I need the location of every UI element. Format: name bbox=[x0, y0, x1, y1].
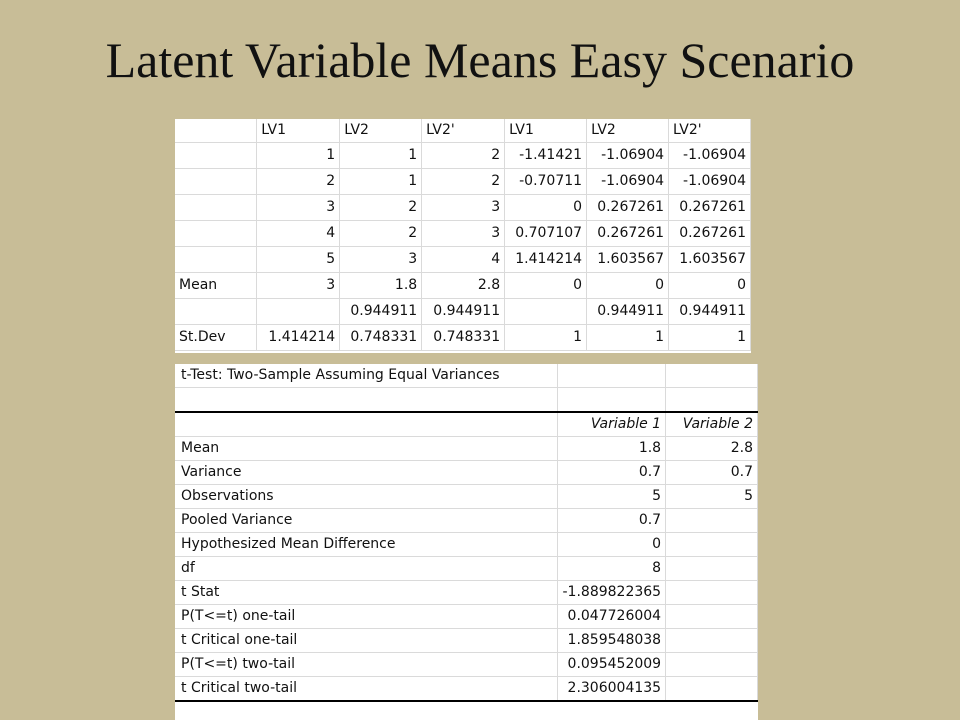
table-row bbox=[175, 325, 751, 351]
table-cell: 0 bbox=[505, 273, 587, 299]
table-cell: 1.603567 bbox=[587, 247, 669, 273]
row-label: Observations bbox=[175, 485, 558, 509]
table-cell bbox=[666, 629, 758, 653]
table-cell: -0.70711 bbox=[505, 169, 587, 195]
table-cell: 1 bbox=[257, 143, 340, 169]
table-cell bbox=[505, 299, 587, 325]
row-label bbox=[175, 195, 257, 221]
table-cell: 2.306004135 bbox=[558, 677, 666, 702]
column-header: LV1 bbox=[257, 119, 340, 143]
ttest-table-sheet bbox=[175, 364, 758, 720]
table-row bbox=[175, 581, 758, 605]
table-cell: 0.748331 bbox=[422, 325, 505, 351]
table-cell: -1.06904 bbox=[669, 169, 751, 195]
table-cell bbox=[666, 533, 758, 557]
empty-cell bbox=[558, 364, 666, 388]
table-cell bbox=[257, 299, 340, 325]
table-row bbox=[175, 143, 751, 169]
table-cell: 0 bbox=[558, 533, 666, 557]
table-cell bbox=[666, 677, 758, 702]
table-row bbox=[175, 533, 758, 557]
row-label: St.Dev bbox=[175, 325, 257, 351]
table-cell: 0 bbox=[669, 273, 751, 299]
table-cell: 1.414214 bbox=[505, 247, 587, 273]
table-cell: 5 bbox=[558, 485, 666, 509]
table-row bbox=[175, 273, 751, 299]
row-label bbox=[175, 169, 257, 195]
table-cell: 1 bbox=[340, 169, 422, 195]
empty-cell bbox=[558, 388, 666, 413]
table-cell: 3 bbox=[422, 221, 505, 247]
table-row bbox=[175, 653, 758, 677]
table-cell: -1.06904 bbox=[587, 169, 669, 195]
table-cell: 3 bbox=[257, 273, 340, 299]
table-cell bbox=[666, 581, 758, 605]
table-cell: 0.7 bbox=[666, 461, 758, 485]
table-row bbox=[175, 247, 751, 273]
table-cell: 0.267261 bbox=[669, 221, 751, 247]
table-cell: 0.7 bbox=[558, 509, 666, 533]
table-cell: 0.944911 bbox=[587, 299, 669, 325]
data-table-sheet bbox=[175, 119, 751, 353]
row-label bbox=[175, 143, 257, 169]
table-cell: 0.047726004 bbox=[558, 605, 666, 629]
row-label: Variance bbox=[175, 461, 558, 485]
column-header: LV2 bbox=[587, 119, 669, 143]
table-cell: -1.889822365 bbox=[558, 581, 666, 605]
table-row bbox=[175, 485, 758, 509]
row-label: Mean bbox=[175, 273, 257, 299]
table-cell bbox=[666, 509, 758, 533]
table-row bbox=[175, 509, 758, 533]
table-cell: 2 bbox=[257, 169, 340, 195]
row-label: Hypothesized Mean Difference bbox=[175, 533, 558, 557]
table-cell: 1 bbox=[505, 325, 587, 351]
empty-cell bbox=[666, 388, 758, 413]
blank-row bbox=[175, 388, 758, 413]
table-cell: 1 bbox=[340, 143, 422, 169]
table-cell: 3 bbox=[257, 195, 340, 221]
header-row bbox=[175, 412, 758, 437]
table-cell: 1.603567 bbox=[669, 247, 751, 273]
table-cell: 1 bbox=[587, 325, 669, 351]
table-cell: 2.8 bbox=[422, 273, 505, 299]
row-label: P(T<=t) one-tail bbox=[175, 605, 558, 629]
column-header: Variable 1 bbox=[558, 412, 666, 437]
row-label: Mean bbox=[175, 437, 558, 461]
table-row bbox=[175, 629, 758, 653]
table-cell: 3 bbox=[340, 247, 422, 273]
row-label: Pooled Variance bbox=[175, 509, 558, 533]
row-label: t Critical one-tail bbox=[175, 629, 558, 653]
table-cell: 0 bbox=[505, 195, 587, 221]
table-cell: 0.944911 bbox=[422, 299, 505, 325]
column-header: Variable 2 bbox=[666, 412, 758, 437]
table-cell: 1.414214 bbox=[257, 325, 340, 351]
column-header bbox=[175, 119, 257, 143]
column-header: LV1 bbox=[505, 119, 587, 143]
table-cell: 0.267261 bbox=[669, 195, 751, 221]
table-row bbox=[175, 299, 751, 325]
data-table bbox=[175, 119, 751, 351]
table-cell: 1.859548038 bbox=[558, 629, 666, 653]
table-cell: 5 bbox=[666, 485, 758, 509]
table-cell: 0.944911 bbox=[340, 299, 422, 325]
column-header: LV2' bbox=[422, 119, 505, 143]
table-row bbox=[175, 461, 758, 485]
table-cell: 2 bbox=[340, 221, 422, 247]
column-header bbox=[175, 412, 558, 437]
column-header: LV2' bbox=[669, 119, 751, 143]
table-cell: 1 bbox=[669, 325, 751, 351]
table-cell: -1.06904 bbox=[669, 143, 751, 169]
table-cell: 1.8 bbox=[558, 437, 666, 461]
row-label: t Stat bbox=[175, 581, 558, 605]
table-row bbox=[175, 605, 758, 629]
table-cell: 0.944911 bbox=[669, 299, 751, 325]
table-cell: -1.41421 bbox=[505, 143, 587, 169]
table-cell: 1.8 bbox=[340, 273, 422, 299]
table-cell bbox=[666, 557, 758, 581]
table-cell: 0.748331 bbox=[340, 325, 422, 351]
slide-title: Latent Variable Means Easy Scenario bbox=[105, 32, 855, 88]
table-row bbox=[175, 437, 758, 461]
row-label: df bbox=[175, 557, 558, 581]
table-cell: 5 bbox=[257, 247, 340, 273]
table-cell: 0.095452009 bbox=[558, 653, 666, 677]
row-label bbox=[175, 247, 257, 273]
table-cell: -1.06904 bbox=[587, 143, 669, 169]
table-cell: 3 bbox=[422, 195, 505, 221]
table-row bbox=[175, 195, 751, 221]
ttest-title: t-Test: Two-Sample Assuming Equal Variances bbox=[175, 364, 558, 388]
column-header: LV2 bbox=[340, 119, 422, 143]
table-cell: 2 bbox=[422, 169, 505, 195]
table-cell: 4 bbox=[257, 221, 340, 247]
table-cell: 8 bbox=[558, 557, 666, 581]
table-row bbox=[175, 557, 758, 581]
table-cell: 2 bbox=[340, 195, 422, 221]
row-label bbox=[175, 221, 257, 247]
row-label: P(T<=t) two-tail bbox=[175, 653, 558, 677]
table-row bbox=[175, 221, 751, 247]
header-row bbox=[175, 119, 751, 143]
row-label bbox=[175, 299, 257, 325]
table-cell: 0.7 bbox=[558, 461, 666, 485]
table-cell bbox=[666, 605, 758, 629]
table-cell bbox=[666, 653, 758, 677]
table-cell: 0 bbox=[587, 273, 669, 299]
table-cell: 2.8 bbox=[666, 437, 758, 461]
table-cell: 2 bbox=[422, 143, 505, 169]
table-cell: 4 bbox=[422, 247, 505, 273]
title-row bbox=[175, 364, 758, 388]
table-row bbox=[175, 169, 751, 195]
empty-cell bbox=[666, 364, 758, 388]
table-cell: 0.707107 bbox=[505, 221, 587, 247]
empty-cell bbox=[175, 388, 558, 413]
ttest-table bbox=[175, 364, 758, 702]
row-label: t Critical two-tail bbox=[175, 677, 558, 702]
table-cell: 0.267261 bbox=[587, 195, 669, 221]
table-row bbox=[175, 677, 758, 702]
table-cell: 0.267261 bbox=[587, 221, 669, 247]
